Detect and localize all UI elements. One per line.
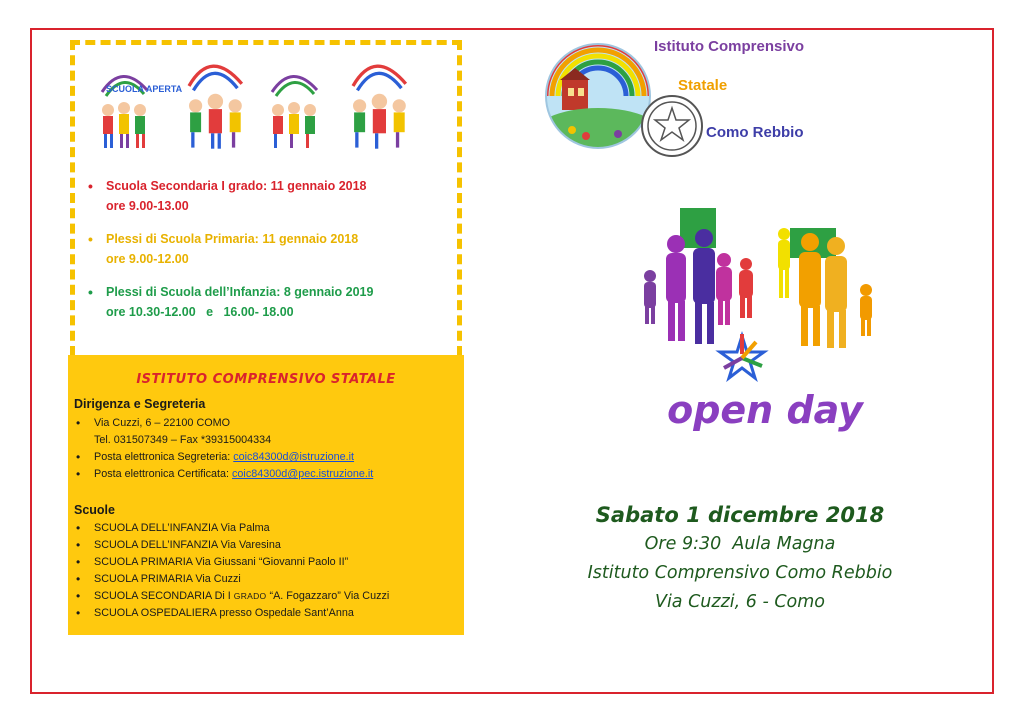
event-list [86,176,456,335]
email-item [74,449,373,466]
address-item: • Via Cuzzi, 6 – 22100 COMO [74,415,373,432]
star-icon [720,334,764,378]
event-title: • Plessi di Scuola Primaria: 11 gennaio 2018 [106,232,359,246]
school-item-secondary [74,588,389,605]
institute-logo [542,30,832,162]
event-date: Sabato 1 dicembre 2018 [595,503,885,527]
event-time: ore 9.00-13.00 [106,199,189,213]
school-item: • SCUOLA DELL’INFANZIA Via Varesina [74,537,389,554]
event-primary [86,229,456,269]
school-item: • SCUOLA DELL’INFANZIA Via Palma [74,520,389,537]
family-silhouettes [644,228,872,348]
school-secondary-grado: GRADO [233,591,267,601]
event-institute: Istituto Comprensivo Como Rebbio [587,563,893,583]
info-title: ISTITUTO COMPRENSIVO STATALE [136,372,396,387]
kids-group-3 [272,76,317,148]
pec-link[interactable]: coic84300d@pec.istruzione.it [232,468,374,480]
event-infancy [86,282,456,322]
scuola-aperta-illustration [92,52,422,162]
kids-group-2 [189,66,242,149]
logo-line1: Istituto Comprensivo [654,38,805,55]
event-details [530,500,950,617]
open-day-illustration [630,198,900,438]
school-item: • SCUOLA PRIMARIA Via Cuzzi [74,571,389,588]
phone-item: Tel. 031507349 – Fax *39315004334 [94,434,272,446]
logo-line3: Como Rebbio [706,124,804,141]
dirigenza-heading: Dirigenza e Segreteria [74,397,206,411]
open-day-label: open day [667,388,863,432]
email-link[interactable]: coic84300d@istruzione.it [233,451,355,463]
pec-label: Posta elettronica Certificata: [94,468,233,480]
pec-item [74,466,373,483]
school-item: • SCUOLA PRIMARIA Via Giussani “Giovanni Paolo II” [74,554,389,571]
info-box [68,355,464,635]
schools-list [74,520,389,622]
svg-text:SCUOLA APERTA: SCUOLA APERTA [106,84,183,94]
school-secondary-b: “A. Fogazzaro” Via Cuzzi [266,590,390,602]
school-item: • SCUOLA OSPEDALIERA presso Ospedale Sant’Anna [74,605,389,622]
school-secondary-a: SCUOLA SECONDARIA Di I [94,590,234,602]
event-title: • Scuola Secondaria I grado: 11 gennaio 2018 [106,179,367,193]
email-label: Posta elettronica Segreteria: [94,451,234,463]
event-secondary [86,176,456,216]
event-time: ore 10.30-12.00 e 16.00- 18.00 [106,305,294,319]
schools-heading: Scuole [74,503,115,517]
event-time-place: Ore 9:30 Aula Magna [644,534,836,554]
event-title: • Plessi di Scuola dell’Infanzia: 8 gennaio 2019 [106,285,374,299]
event-address: Via Cuzzi, 6 - Como [654,592,826,612]
kids-group-1 [102,76,183,148]
contact-list [74,415,373,483]
logo-line2: Statale [678,77,728,94]
event-time: ore 9.00-12.00 [106,252,189,266]
kids-group-4 [353,66,406,149]
